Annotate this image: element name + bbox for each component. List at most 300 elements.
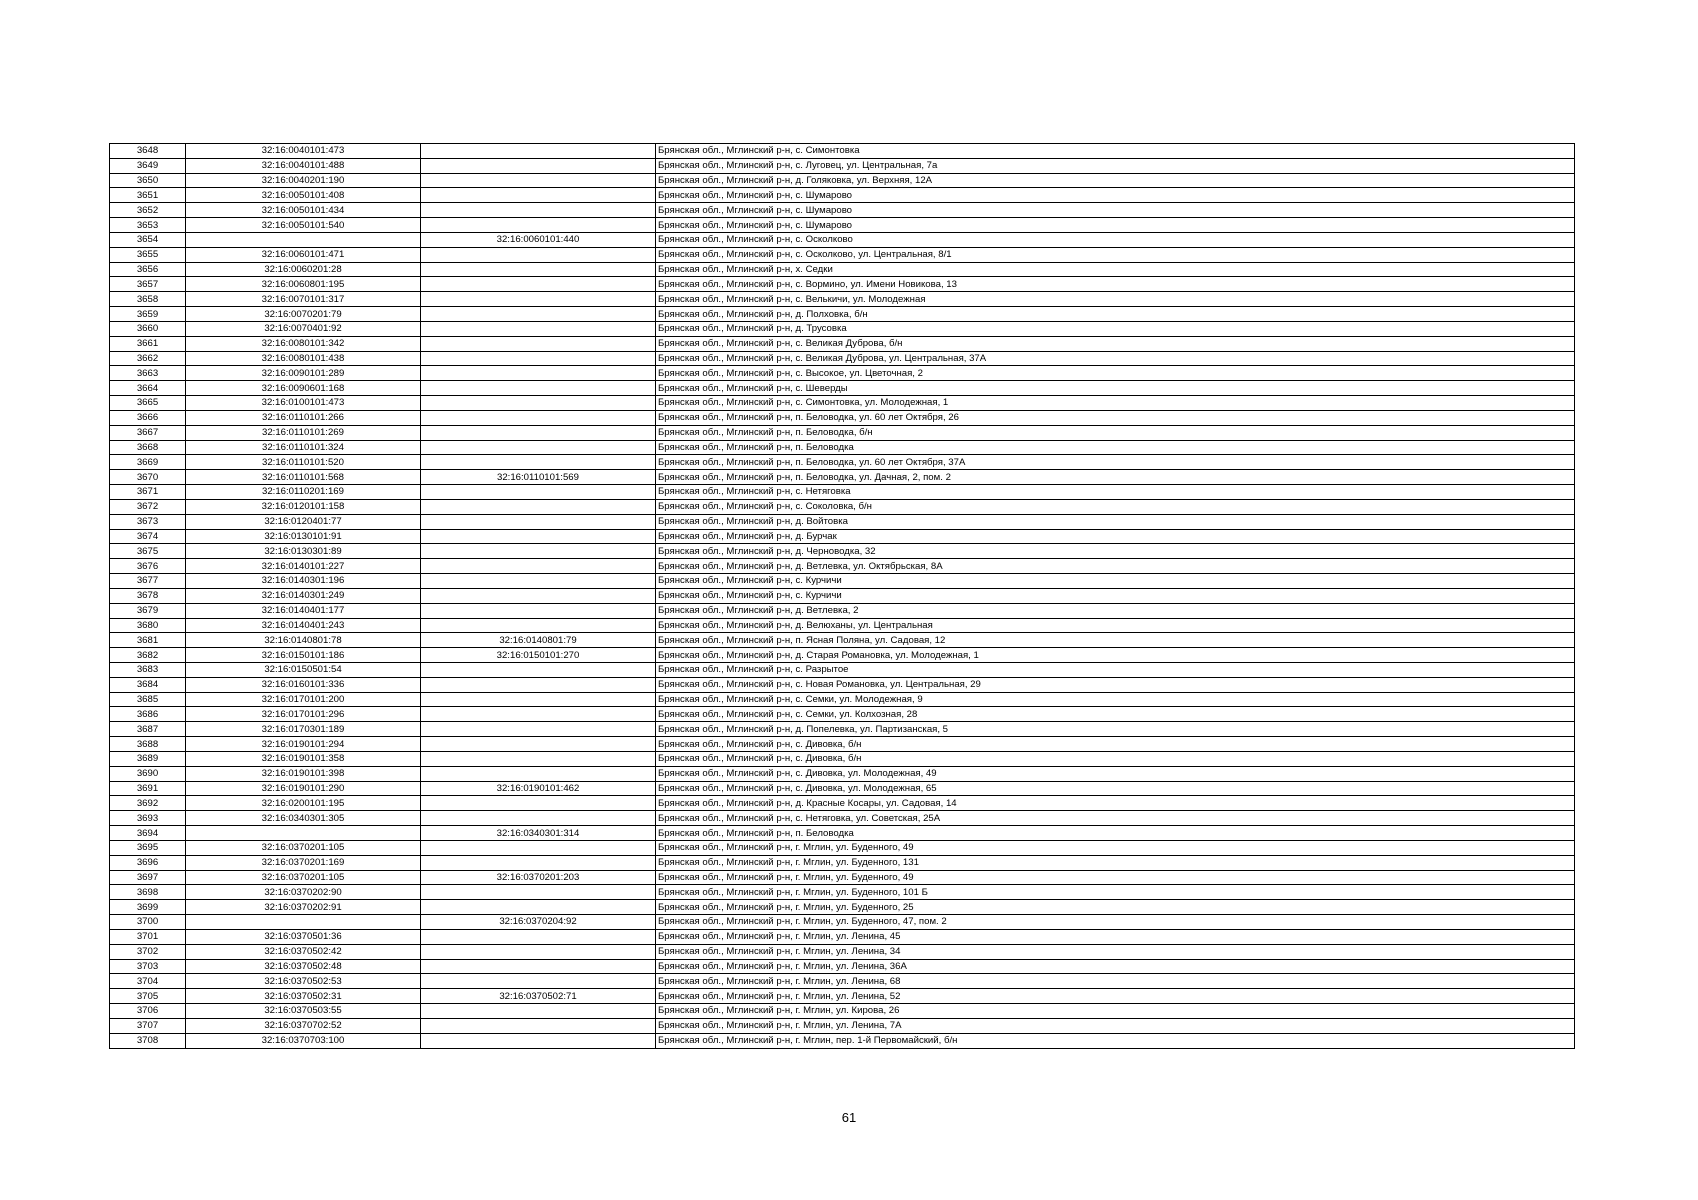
related-cadastral-number-cell: [421, 440, 656, 455]
address-cell: Брянская обл., Мглинский р-н, г. Мглин, ул. Ленина, 7А: [656, 1018, 1575, 1033]
row-number-cell: 3690: [110, 766, 186, 781]
row-number-cell: 3693: [110, 811, 186, 826]
cadastral-number-cell: 32:16:0340301:305: [186, 811, 421, 826]
table-row: [110, 944, 1575, 959]
related-cadastral-number-cell: [421, 247, 656, 262]
related-cadastral-number-cell: [421, 1033, 656, 1048]
related-cadastral-number-cell: [421, 262, 656, 277]
related-cadastral-number-cell: [421, 514, 656, 529]
related-cadastral-number-cell: 32:16:0060101:440: [421, 232, 656, 247]
cadastral-number-cell: 32:16:0040201:190: [186, 173, 421, 188]
related-cadastral-number-cell: [421, 529, 656, 544]
related-cadastral-number-cell: [421, 1004, 656, 1019]
table-row: [110, 351, 1575, 366]
cadastral-number-cell: 32:16:0050101:540: [186, 218, 421, 233]
row-number-cell: 3703: [110, 959, 186, 974]
cadastral-number-cell: 32:16:0190101:398: [186, 766, 421, 781]
table-row: [110, 855, 1575, 870]
cadastral-number-cell: 32:16:0370503:55: [186, 1004, 421, 1019]
cadastral-number-cell: 32:16:0370702:52: [186, 1018, 421, 1033]
table-row: [110, 455, 1575, 470]
address-cell: Брянская обл., Мглинский р-н, с. Курчичи: [656, 588, 1575, 603]
related-cadastral-number-cell: [421, 707, 656, 722]
table-row: [110, 618, 1575, 633]
table-row: [110, 826, 1575, 841]
table-row: [110, 277, 1575, 292]
row-number-cell: 3649: [110, 158, 186, 173]
related-cadastral-number-cell: [421, 603, 656, 618]
row-number-cell: 3704: [110, 974, 186, 989]
address-cell: Брянская обл., Мглинский р-н, г. Мглин, ул. Буденного, 101 Б: [656, 885, 1575, 900]
row-number-cell: 3706: [110, 1004, 186, 1019]
row-number-cell: 3688: [110, 737, 186, 752]
cadastral-number-cell: 32:16:0370502:42: [186, 944, 421, 959]
related-cadastral-number-cell: [421, 366, 656, 381]
table-row: [110, 470, 1575, 485]
table-row: [110, 396, 1575, 411]
row-number-cell: 3676: [110, 559, 186, 574]
cadastral-number-cell: 32:16:0370502:31: [186, 989, 421, 1004]
table-row: [110, 529, 1575, 544]
table-row: [110, 292, 1575, 307]
address-cell: Брянская обл., Мглинский р-н, п. Беловодка, ул. 60 лет Октября, 37А: [656, 455, 1575, 470]
cadastral-number-cell: 32:16:0050101:434: [186, 203, 421, 218]
address-cell: Брянская обл., Мглинский р-н, п. Беловодка, б/н: [656, 425, 1575, 440]
table-row: [110, 974, 1575, 989]
cadastral-number-cell: 32:16:0050101:408: [186, 188, 421, 203]
table-row: [110, 425, 1575, 440]
table-row: [110, 203, 1575, 218]
address-cell: Брянская обл., Мглинский р-н, х. Седки: [656, 262, 1575, 277]
address-cell: Брянская обл., Мглинский р-н, с. Великая Дуброва, ул. Центральная, 37А: [656, 351, 1575, 366]
related-cadastral-number-cell: [421, 855, 656, 870]
address-cell: Брянская обл., Мглинский р-н, с. Нетяговка, ул. Советская, 25А: [656, 811, 1575, 826]
address-cell: Брянская обл., Мглинский р-н, г. Мглин, ул. Буденного, 25: [656, 900, 1575, 915]
related-cadastral-number-cell: [421, 277, 656, 292]
address-cell: Брянская обл., Мглинский р-н, с. Симонтовка: [656, 144, 1575, 159]
related-cadastral-number-cell: [421, 974, 656, 989]
address-cell: Брянская обл., Мглинский р-н, с. Шумарово: [656, 203, 1575, 218]
table-row: [110, 1033, 1575, 1048]
row-number-cell: 3679: [110, 603, 186, 618]
cadastral-number-cell: [186, 826, 421, 841]
cadastral-number-cell: 32:16:0140301:249: [186, 588, 421, 603]
related-cadastral-number-cell: [421, 351, 656, 366]
related-cadastral-number-cell: [421, 336, 656, 351]
table-row: [110, 321, 1575, 336]
row-number-cell: 3694: [110, 826, 186, 841]
cadastral-number-cell: 32:16:0110101:266: [186, 410, 421, 425]
table-row: [110, 410, 1575, 425]
related-cadastral-number-cell: [421, 722, 656, 737]
related-cadastral-number-cell: [421, 944, 656, 959]
cadastral-number-cell: 32:16:0150501:54: [186, 662, 421, 677]
address-cell: Брянская обл., Мглинский р-н, с. Дивовка, б/н: [656, 751, 1575, 766]
table-row: [110, 677, 1575, 692]
table-row: [110, 514, 1575, 529]
related-cadastral-number-cell: [421, 959, 656, 974]
table-row: [110, 781, 1575, 796]
row-number-cell: 3684: [110, 677, 186, 692]
row-number-cell: 3657: [110, 277, 186, 292]
related-cadastral-number-cell: 32:16:0340301:314: [421, 826, 656, 841]
related-cadastral-number-cell: [421, 677, 656, 692]
cadastral-number-cell: 32:16:0130301:89: [186, 544, 421, 559]
address-cell: Брянская обл., Мглинский р-н, г. Мглин, ул. Буденного, 131: [656, 855, 1575, 870]
row-number-cell: 3681: [110, 633, 186, 648]
address-cell: Брянская обл., Мглинский р-н, д. Войтовка: [656, 514, 1575, 529]
address-cell: Брянская обл., Мглинский р-н, с. Разрытое: [656, 662, 1575, 677]
row-number-cell: 3663: [110, 366, 186, 381]
row-number-cell: 3656: [110, 262, 186, 277]
related-cadastral-number-cell: [421, 307, 656, 322]
cadastral-number-cell: 32:16:0110201:169: [186, 485, 421, 500]
row-number-cell: 3667: [110, 425, 186, 440]
related-cadastral-number-cell: [421, 203, 656, 218]
address-cell: Брянская обл., Мглинский р-н, г. Мглин, ул. Буденного, 47, пом. 2: [656, 915, 1575, 930]
table-row: [110, 588, 1575, 603]
address-cell: Брянская обл., Мглинский р-н, п. Беловодка: [656, 826, 1575, 841]
table-row: [110, 1004, 1575, 1019]
row-number-cell: 3674: [110, 529, 186, 544]
cadastral-number-cell: 32:16:0170301:189: [186, 722, 421, 737]
row-number-cell: 3683: [110, 662, 186, 677]
table-row: [110, 440, 1575, 455]
table-row: [110, 173, 1575, 188]
address-cell: Брянская обл., Мглинский р-н, с. Симонтовка, ул. Молодежная, 1: [656, 396, 1575, 411]
cadastral-number-cell: 32:16:0110101:324: [186, 440, 421, 455]
related-cadastral-number-cell: [421, 737, 656, 752]
cadastral-number-cell: 32:16:0140101:227: [186, 559, 421, 574]
address-cell: Брянская обл., Мглинский р-н, с. Вормино, ул. Имени Новикова, 13: [656, 277, 1575, 292]
cadastral-number-cell: 32:16:0070401:92: [186, 321, 421, 336]
cadastral-number-cell: 32:16:0060201:28: [186, 262, 421, 277]
cadastral-number-cell: 32:16:0190101:294: [186, 737, 421, 752]
table-row: [110, 574, 1575, 589]
cadastral-number-cell: 32:16:0110101:520: [186, 455, 421, 470]
related-cadastral-number-cell: [421, 485, 656, 500]
row-number-cell: 3654: [110, 232, 186, 247]
row-number-cell: 3680: [110, 618, 186, 633]
address-cell: Брянская обл., Мглинский р-н, г. Мглин, ул. Кирова, 26: [656, 1004, 1575, 1019]
address-cell: Брянская обл., Мглинский р-н, д. Ветлевка, ул. Октябрьская, 8А: [656, 559, 1575, 574]
row-number-cell: 3705: [110, 989, 186, 1004]
address-cell: Брянская обл., Мглинский р-н, п. Беловодка, ул. Дачная, 2, пом. 2: [656, 470, 1575, 485]
table-row: [110, 707, 1575, 722]
table-row: [110, 915, 1575, 930]
table-row: [110, 158, 1575, 173]
related-cadastral-number-cell: 32:16:0370502:71: [421, 989, 656, 1004]
related-cadastral-number-cell: [421, 188, 656, 203]
related-cadastral-number-cell: [421, 455, 656, 470]
table-row: [110, 737, 1575, 752]
address-cell: Брянская обл., Мглинский р-н, г. Мглин, ул. Ленина, 36А: [656, 959, 1575, 974]
address-cell: Брянская обл., Мглинский р-н, д. Ветлевка, 2: [656, 603, 1575, 618]
table-row: [110, 648, 1575, 663]
row-number-cell: 3660: [110, 321, 186, 336]
related-cadastral-number-cell: 32:16:0150101:270: [421, 648, 656, 663]
cadastral-number-cell: 32:16:0200101:195: [186, 796, 421, 811]
address-cell: Брянская обл., Мглинский р-н, д. Бурчак: [656, 529, 1575, 544]
table-row: [110, 603, 1575, 618]
address-cell: Брянская обл., Мглинский р-н, д. Велюханы, ул. Центральная: [656, 618, 1575, 633]
address-cell: Брянская обл., Мглинский р-н, с. Новая Романовка, ул. Центральная, 29: [656, 677, 1575, 692]
address-cell: Брянская обл., Мглинский р-н, с. Семки, ул. Молодежная, 9: [656, 692, 1575, 707]
row-number-cell: 3651: [110, 188, 186, 203]
cadastral-number-cell: 32:16:0140301:196: [186, 574, 421, 589]
address-cell: Брянская обл., Мглинский р-н, п. Ясная Поляна, ул. Садовая, 12: [656, 633, 1575, 648]
address-cell: Брянская обл., Мглинский р-н, г. Мглин, ул. Буденного, 49: [656, 840, 1575, 855]
address-cell: Брянская обл., Мглинский р-н, д. Старая Романовка, ул. Молодежная, 1: [656, 648, 1575, 663]
related-cadastral-number-cell: [421, 173, 656, 188]
table-row: [110, 662, 1575, 677]
related-cadastral-number-cell: [421, 158, 656, 173]
related-cadastral-number-cell: [421, 811, 656, 826]
cadastral-number-cell: 32:16:0190101:358: [186, 751, 421, 766]
cadastral-number-cell: 32:16:0170101:296: [186, 707, 421, 722]
cadastral-number-cell: 32:16:0370502:53: [186, 974, 421, 989]
table-row: [110, 218, 1575, 233]
related-cadastral-number-cell: [421, 840, 656, 855]
row-number-cell: 3675: [110, 544, 186, 559]
related-cadastral-number-cell: 32:16:0110101:569: [421, 470, 656, 485]
address-cell: Брянская обл., Мглинский р-н, п. Беловодка, ул. 60 лет Октября, 26: [656, 410, 1575, 425]
address-cell: Брянская обл., Мглинский р-н, с. Дивовка, ул. Молодежная, 65: [656, 781, 1575, 796]
address-cell: Брянская обл., Мглинский р-н, с. Дивовка, б/н: [656, 737, 1575, 752]
table-row: [110, 485, 1575, 500]
address-cell: Брянская обл., Мглинский р-н, д. Голяковка, ул. Верхняя, 12А: [656, 173, 1575, 188]
row-number-cell: 3685: [110, 692, 186, 707]
row-number-cell: 3652: [110, 203, 186, 218]
row-number-cell: 3670: [110, 470, 186, 485]
table-row: [110, 247, 1575, 262]
table-row: [110, 840, 1575, 855]
table-row: [110, 559, 1575, 574]
cadastral-number-cell: 32:16:0160101:336: [186, 677, 421, 692]
row-number-cell: 3708: [110, 1033, 186, 1048]
row-number-cell: 3707: [110, 1018, 186, 1033]
row-number-cell: 3671: [110, 485, 186, 500]
cadastral-number-cell: 32:16:0370501:36: [186, 929, 421, 944]
cadastral-number-cell: 32:16:0060801:195: [186, 277, 421, 292]
related-cadastral-number-cell: 32:16:0140801:79: [421, 633, 656, 648]
row-number-cell: 3655: [110, 247, 186, 262]
related-cadastral-number-cell: [421, 381, 656, 396]
address-cell: Брянская обл., Мглинский р-н, с. Семки, ул. Колхозная, 28: [656, 707, 1575, 722]
cadastral-number-cell: 32:16:0070201:79: [186, 307, 421, 322]
related-cadastral-number-cell: [421, 588, 656, 603]
row-number-cell: 3662: [110, 351, 186, 366]
row-number-cell: 3682: [110, 648, 186, 663]
related-cadastral-number-cell: [421, 900, 656, 915]
address-cell: Брянская обл., Мглинский р-н, д. Полховка, б/н: [656, 307, 1575, 322]
related-cadastral-number-cell: [421, 692, 656, 707]
address-cell: Брянская обл., Мглинский р-н, с. Осколково: [656, 232, 1575, 247]
address-cell: Брянская обл., Мглинский р-н, д. Трусовка: [656, 321, 1575, 336]
cadastral-number-cell: 32:16:0070101:317: [186, 292, 421, 307]
cadastral-number-cell: 32:16:0060101:471: [186, 247, 421, 262]
table-row: [110, 381, 1575, 396]
cadastral-number-cell: 32:16:0110101:568: [186, 470, 421, 485]
cadastral-number-cell: 32:16:0370202:91: [186, 900, 421, 915]
row-number-cell: 3696: [110, 855, 186, 870]
cadastral-number-cell: 32:16:0040101:488: [186, 158, 421, 173]
table-row: [110, 633, 1575, 648]
table-row: [110, 870, 1575, 885]
row-number-cell: 3699: [110, 900, 186, 915]
table-row: [110, 900, 1575, 915]
related-cadastral-number-cell: [421, 929, 656, 944]
registry-table-body: [110, 144, 1575, 1049]
cadastral-number-cell: 32:16:0140401:243: [186, 618, 421, 633]
row-number-cell: 3648: [110, 144, 186, 159]
row-number-cell: 3689: [110, 751, 186, 766]
cadastral-number-cell: 32:16:0040101:473: [186, 144, 421, 159]
table-row: [110, 989, 1575, 1004]
row-number-cell: 3673: [110, 514, 186, 529]
cadastral-number-cell: 32:16:0370202:90: [186, 885, 421, 900]
table-row: [110, 499, 1575, 514]
cadastral-number-cell: 32:16:0090101:289: [186, 366, 421, 381]
row-number-cell: 3698: [110, 885, 186, 900]
row-number-cell: 3669: [110, 455, 186, 470]
related-cadastral-number-cell: [421, 499, 656, 514]
row-number-cell: 3653: [110, 218, 186, 233]
table-row: [110, 262, 1575, 277]
table-row: [110, 307, 1575, 322]
address-cell: Брянская обл., Мглинский р-н, с. Шумарово: [656, 218, 1575, 233]
cadastral-number-cell: 32:16:0370201:105: [186, 870, 421, 885]
row-number-cell: 3650: [110, 173, 186, 188]
address-cell: Брянская обл., Мглинский р-н, г. Мглин, ул. Ленина, 34: [656, 944, 1575, 959]
table-row: [110, 722, 1575, 737]
row-number-cell: 3678: [110, 588, 186, 603]
table-row: [110, 188, 1575, 203]
row-number-cell: 3659: [110, 307, 186, 322]
related-cadastral-number-cell: [421, 559, 656, 574]
related-cadastral-number-cell: [421, 662, 656, 677]
address-cell: Брянская обл., Мглинский р-н, с. Шумарово: [656, 188, 1575, 203]
related-cadastral-number-cell: 32:16:0370201:203: [421, 870, 656, 885]
cadastral-number-cell: 32:16:0370201:169: [186, 855, 421, 870]
cadastral-number-cell: [186, 232, 421, 247]
address-cell: Брянская обл., Мглинский р-н, п. Беловодка: [656, 440, 1575, 455]
row-number-cell: 3677: [110, 574, 186, 589]
cadastral-number-cell: 32:16:0170101:200: [186, 692, 421, 707]
table-row: [110, 959, 1575, 974]
related-cadastral-number-cell: [421, 544, 656, 559]
related-cadastral-number-cell: [421, 796, 656, 811]
cadastral-number-cell: 32:16:0130101:91: [186, 529, 421, 544]
cadastral-number-cell: 32:16:0370201:105: [186, 840, 421, 855]
related-cadastral-number-cell: [421, 321, 656, 336]
related-cadastral-number-cell: [421, 396, 656, 411]
table-row: [110, 232, 1575, 247]
address-cell: Брянская обл., Мглинский р-н, с. Дивовка, ул. Молодежная, 49: [656, 766, 1575, 781]
related-cadastral-number-cell: [421, 292, 656, 307]
table-row: [110, 692, 1575, 707]
row-number-cell: 3692: [110, 796, 186, 811]
related-cadastral-number-cell: [421, 410, 656, 425]
address-cell: Брянская обл., Мглинский р-н, г. Мглин, пер. 1-й Первомайский, б/н: [656, 1033, 1575, 1048]
row-number-cell: 3695: [110, 840, 186, 855]
row-number-cell: 3691: [110, 781, 186, 796]
related-cadastral-number-cell: [421, 766, 656, 781]
row-number-cell: 3701: [110, 929, 186, 944]
table-row: [110, 766, 1575, 781]
row-number-cell: 3668: [110, 440, 186, 455]
row-number-cell: 3665: [110, 396, 186, 411]
address-cell: Брянская обл., Мглинский р-н, с. Осколково, ул. Центральная, 8/1: [656, 247, 1575, 262]
row-number-cell: 3672: [110, 499, 186, 514]
address-cell: Брянская обл., Мглинский р-н, с. Луговец, ул. Центральная, 7а: [656, 158, 1575, 173]
row-number-cell: 3686: [110, 707, 186, 722]
address-cell: Брянская обл., Мглинский р-н, с. Соколовка, б/н: [656, 499, 1575, 514]
row-number-cell: 3702: [110, 944, 186, 959]
address-cell: Брянская обл., Мглинский р-н, д. Черноводка, 32: [656, 544, 1575, 559]
table-row: [110, 811, 1575, 826]
related-cadastral-number-cell: [421, 751, 656, 766]
table-row: [110, 796, 1575, 811]
address-cell: Брянская обл., Мглинский р-н, с. Нетяговка: [656, 485, 1575, 500]
row-number-cell: 3666: [110, 410, 186, 425]
related-cadastral-number-cell: 32:16:0190101:462: [421, 781, 656, 796]
address-cell: Брянская обл., Мглинский р-н, с. Шеверды: [656, 381, 1575, 396]
cadastral-number-cell: 32:16:0120101:158: [186, 499, 421, 514]
address-cell: Брянская обл., Мглинский р-н, с. Высокое, ул. Цветочная, 2: [656, 366, 1575, 381]
address-cell: Брянская обл., Мглинский р-н, с. Курчичи: [656, 574, 1575, 589]
address-cell: Брянская обл., Мглинский р-н, г. Мглин, ул. Ленина, 52: [656, 989, 1575, 1004]
row-number-cell: 3697: [110, 870, 186, 885]
cadastral-number-cell: [186, 915, 421, 930]
related-cadastral-number-cell: [421, 885, 656, 900]
cadastral-number-cell: 32:16:0080101:342: [186, 336, 421, 351]
address-cell: Брянская обл., Мглинский р-н, г. Мглин, ул. Ленина, 45: [656, 929, 1575, 944]
related-cadastral-number-cell: [421, 144, 656, 159]
address-cell: Брянская обл., Мглинский р-н, г. Мглин, ул. Ленина, 68: [656, 974, 1575, 989]
address-cell: Брянская обл., Мглинский р-н, д. Попелевка, ул. Партизанская, 5: [656, 722, 1575, 737]
row-number-cell: 3661: [110, 336, 186, 351]
address-cell: Брянская обл., Мглинский р-н, с. Велькичи, ул. Молодежная: [656, 292, 1575, 307]
cadastral-number-cell: 32:16:0140801:78: [186, 633, 421, 648]
table-row: [110, 751, 1575, 766]
cadastral-number-cell: 32:16:0100101:473: [186, 396, 421, 411]
cadastral-number-cell: 32:16:0080101:438: [186, 351, 421, 366]
row-number-cell: 3700: [110, 915, 186, 930]
table-row: [110, 366, 1575, 381]
row-number-cell: 3658: [110, 292, 186, 307]
cadastral-number-cell: 32:16:0120401:77: [186, 514, 421, 529]
row-number-cell: 3687: [110, 722, 186, 737]
cadastral-number-cell: 32:16:0150101:186: [186, 648, 421, 663]
cadastral-number-cell: 32:16:0370502:48: [186, 959, 421, 974]
related-cadastral-number-cell: [421, 574, 656, 589]
cadastral-number-cell: 32:16:0090601:168: [186, 381, 421, 396]
related-cadastral-number-cell: [421, 218, 656, 233]
table-row: [110, 1018, 1575, 1033]
table-row: [110, 144, 1575, 159]
registry-table: [109, 143, 1575, 1049]
related-cadastral-number-cell: 32:16:0370204:92: [421, 915, 656, 930]
related-cadastral-number-cell: [421, 618, 656, 633]
cadastral-number-cell: 32:16:0370703:100: [186, 1033, 421, 1048]
related-cadastral-number-cell: [421, 425, 656, 440]
table-row: [110, 544, 1575, 559]
page-number: 61: [841, 1110, 857, 1125]
table-row: [110, 336, 1575, 351]
related-cadastral-number-cell: [421, 1018, 656, 1033]
cadastral-number-cell: 32:16:0110101:269: [186, 425, 421, 440]
